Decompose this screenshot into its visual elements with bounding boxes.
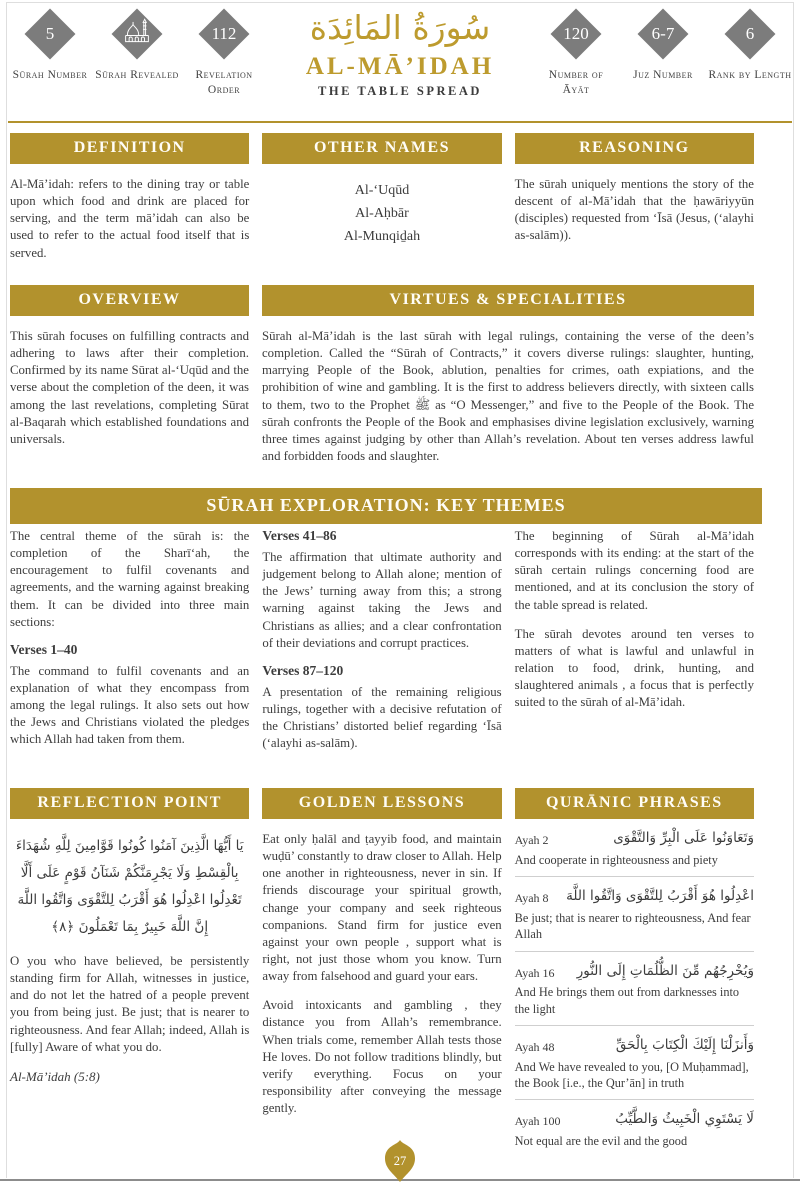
- definition-header: DEFINITION: [10, 133, 249, 164]
- badge-value: 6-7: [651, 24, 675, 43]
- badge-label: Juz Number: [633, 69, 693, 81]
- section-row-bottom: [10, 788, 754, 1157]
- badge-label: Rank by Length: [708, 69, 792, 81]
- badge-label: Revelation Order: [195, 69, 253, 96]
- surah-title: AL-MĀ’IDAH: [305, 52, 495, 80]
- reflection-header: REFLECTION POINT: [10, 788, 249, 819]
- name-item: Al-‘Uqūd: [354, 183, 410, 198]
- verses-text: The affirmation that ultimate authority and judgement belong to Allah alone; mention of the Jews’ turning away from this; a strong warning against taking the Jews and Christians as allies; and a clear confrontation of their deviations and corrupt practices.: [262, 550, 502, 650]
- lessons-paragraph: Eat only ḥalāl and ṭayyib food, and maintain wuḍū’ constantly to draw closer to Allah. Help one another in righteousness, never in sin. If friends discourage your spiritual growth, change your company and seek righteous companions. Stand firm for justice even against your own people , support what is right, not just those whom you know. Turn away from falsehood and guard your ears.: [262, 832, 502, 984]
- themes-intro: The central theme of the sūrah is: the completion of the Sharī‘ah, the encouragement to fulfil covenants and agreements, and the warning against breaking them. It can be divided into three main sections:: [10, 529, 250, 629]
- verses-heading: Verses 1–40: [10, 641, 78, 657]
- section-row-overview: [10, 285, 754, 465]
- overview-text: This sūrah focuses on fulfilling contracts and adhering to laws after their completion. Confirmed by its name Sūrat al-‘Uqūd and the verse about the completion of the deen, it was among the last revelations, completing Sūrat al-Baqarah which established foundations and universals.: [10, 329, 249, 446]
- badge-rank-by-length: [708, 4, 792, 120]
- badge-surah-number: [8, 4, 92, 120]
- diamond-shape: [25, 9, 76, 60]
- section-overview: [10, 285, 249, 465]
- verses-heading: Verses 87–120: [262, 662, 344, 678]
- phrase-arabic: وَتَعَاوَنُوا عَلَى الْبِرِّ وَالتَّقْوَى: [613, 830, 754, 846]
- quranic-phrases-header: QURĀNIC PHRASES: [515, 788, 754, 819]
- badge-revelation-order: [182, 4, 266, 120]
- phrase-arabic: وَأَنزَلْنَا إِلَيْكَ الْكِتَابَ بِالْحَقِّ: [615, 1036, 754, 1053]
- other-names-header: OTHER NAMES: [262, 133, 501, 164]
- phrase-english: And He brings them out from darknesses into the light: [514, 985, 740, 1016]
- phrase-arabic: لَا يَسْتَوِي الْخَبِيثُ وَالطَّيِّبُ: [615, 1111, 754, 1128]
- reasoning-header: REASONING: [515, 133, 754, 164]
- name-item: Al-Munqiḏah: [343, 229, 421, 245]
- gold-divider: [8, 121, 792, 123]
- badge-label: Sūrah Number: [12, 69, 88, 81]
- page-header: [8, 4, 792, 120]
- badge-juz-number: [621, 4, 705, 120]
- phrase-english: Not equal are the evil and the good: [514, 1134, 688, 1149]
- phrase-item: [515, 819, 754, 877]
- section-definition: [10, 133, 249, 262]
- name-item: Al-Aḥbār: [355, 206, 409, 222]
- diamond-shape: [638, 9, 689, 60]
- phrase-english: And cooperate in righteousness and piety: [514, 852, 718, 867]
- phrase-arabic: وَيُخْرِجُهُم مِّنَ الظُّلُمَاتِ إِلَى النُّورِ: [576, 962, 754, 979]
- key-themes-col-3: [515, 528, 754, 752]
- title-block: [306, 4, 494, 120]
- verse-translation: O you who have believed, be persistently standing firm for Allah, witnesses in justice, and do not let the hatred of a people prevent you from being just. Be just; that is nearer to righteousness. And fear Allah; indeed, Allah is [fully] Aware of what you do.: [10, 954, 250, 1054]
- badge-label: Number of Āyāt: [548, 69, 604, 96]
- diamond-shape: [725, 9, 776, 60]
- golden-lessons-header: GOLDEN LESSONS: [262, 788, 501, 819]
- key-themes-header: SŪRAH EXPLORATION: KEY THEMES: [10, 488, 762, 524]
- lessons-paragraph: Avoid intoxicants and gambling , they distance you from Allah’s remembrance. When trials come, remember Allah tests those He loves. Do not follow traditions blindly, but verify everything. Focus on your responsibility after conveying the message gently.: [262, 998, 502, 1116]
- mosque-icon: [119, 16, 155, 52]
- section-row-definition: [10, 133, 754, 262]
- section-quranic-phrases: [515, 788, 754, 1157]
- section-reflection-point: [10, 788, 249, 1157]
- virtues-text: Sūrah al-Mā’idah is the last sūrah with legal rulings, containing the verse of the deen’s completion. Called the “Sūrah of Contracts,” it covers diverse rulings: slaughter, hunting, marrying People of the Book, ablution, penalties for crimes, oath expiations, and the prohibition of wine and gambling. It is the first to address believers directly, with sixteen calls to them, two to the Prophet ﷺ as “O Messenger,” and five to the People of the Book. The sūrah confronts the People of the Book and emphasises divine legislation exclusively, warning three times against judging by other than Allah’s revelation. About ten verses address lawful and forbidden foods and slaughter.: [262, 329, 755, 463]
- diamond-shape: [551, 9, 602, 60]
- ayah-label: Ayah 8: [514, 891, 549, 906]
- phrase-arabic: اعْدِلُوا هُوَ أَقْرَبُ لِلتَّقْوَى وَاتَّقُوا اللَّهَ: [566, 888, 754, 905]
- verses-text: A presentation of the remaining religious rulings, together with a decisive refutation of the Christians’ distorted belief regarding ‘Īsā (‘alayhi as-salām).: [262, 684, 502, 751]
- ayah-label: Ayah 16: [514, 965, 555, 980]
- phrase-item: [515, 1026, 754, 1100]
- badge-value: 112: [211, 24, 237, 43]
- phrase-item: [515, 952, 754, 1026]
- verse-citation: Al-Mā’idah (5:8): [10, 1068, 100, 1084]
- themes-text: The sūrah devotes around ten verses to matters of what is lawful and unlawful in relation to food, drink, hunting, and slaughtered animals , a focus that is perfectly suited to the sūrah of al-Mā’idah.: [514, 626, 754, 710]
- page-number-ornament: [380, 1139, 420, 1183]
- badge-surah-revealed: [95, 4, 179, 120]
- quran-verse-arabic: يَا أَيُّهَا الَّذِينَ آمَنُوا كُونُوا قَوَّامِينَ لِلَّهِ شُهَدَاءَ بِالْقِسْطِ وَلَا يَجْرِمَنَّكُمْ شَنَآنُ قَوْمٍ عَلَى أَلَّا تَعْدِلُوا اعْدِلُوا هُوَ أَقْرَبُ لِلتَّقْوَى وَاتَّقُوا اللَّهَ إِنَّ اللَّهَ خَبِيرٌ بِمَا تَعْمَلُونَ ﴿٨﴾: [15, 838, 244, 935]
- badge-number-of-ayat: [534, 4, 618, 120]
- ayah-label: Ayah 48: [514, 1039, 555, 1054]
- key-themes-col-2: [262, 528, 501, 752]
- badge-value: 120: [563, 24, 589, 43]
- phrase-item: [515, 1100, 754, 1157]
- virtues-header: VIRTUES & SPECIALITIES: [262, 285, 754, 316]
- ayah-label: Ayah 100: [514, 1114, 561, 1129]
- phrase-english: Be just; that is nearer to righteousness, And fear Allah: [514, 911, 751, 942]
- section-key-themes: [10, 528, 754, 752]
- definition-text: Al-Mā’idah: refers to the dining tray or table upon which food and drink are placed for serving, and the term mā’idah can also be used to refer to the actual food itself that is served.: [10, 177, 250, 260]
- reasoning-text: The sūrah uniquely mentions the story of the descent of al-Mā’idah that the ḥawāriyyūn (disciples) requested from ‘Īsā (Jesus, (‘alayhi as-salām)).: [514, 177, 754, 243]
- page-number: 27: [393, 1154, 407, 1168]
- diamond-shape: [112, 9, 163, 60]
- key-themes-col-1: [10, 528, 249, 752]
- verses-heading: Verses 41–86: [262, 528, 337, 543]
- section-virtues: [262, 285, 754, 465]
- themes-text: The beginning of Sūrah al-Mā’idah corresponds with its ending: at the start of the sūrah certain rulings concerning food are mentioned, and at its conclusion the story of the table spread is related.: [514, 529, 754, 612]
- diamond-shape: [199, 9, 250, 60]
- other-names-list: [262, 179, 501, 248]
- ayah-label: Ayah 2: [514, 833, 549, 847]
- badge-group-right: [534, 4, 792, 120]
- section-reasoning: [515, 133, 754, 262]
- section-other-names: [262, 133, 501, 262]
- verses-text: The command to fulfil covenants and an explanation of what they encompass from among the legal rulings. It also sets out how the Jews and Christians violated the pledges which Allah had taken from them.: [10, 663, 250, 747]
- badge-label: Sūrah Revealed: [95, 69, 179, 81]
- phrase-english: And We have revealed to you, [O Muḥammad], the Book [i.e., the Qur’ān] in truth: [514, 1059, 749, 1090]
- section-golden-lessons: [262, 788, 501, 1157]
- badge-value: 5: [45, 24, 55, 43]
- surah-title-arabic: سُورَةُ المَائِدَة: [309, 8, 491, 47]
- badge-group-left: [8, 4, 266, 120]
- phrase-item: [515, 877, 754, 951]
- overview-header: OVERVIEW: [10, 285, 249, 316]
- surah-subtitle: THE TABLE SPREAD: [318, 83, 482, 98]
- badge-value: 6: [745, 24, 755, 43]
